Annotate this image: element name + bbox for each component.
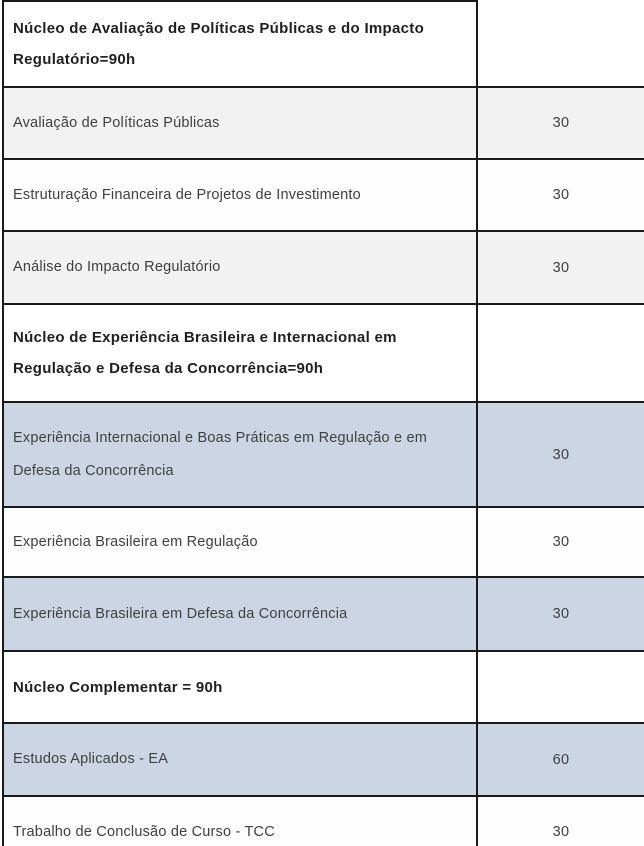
course-name-cell: [4, 797, 478, 846]
section-title: Núcleo Complementar = 90h: [13, 678, 223, 696]
course-row: [4, 724, 644, 797]
hours-cell: [478, 160, 644, 230]
section-row: [4, 652, 644, 724]
section-row: [4, 0, 644, 88]
course-name: Trabalho de Conclusão de Curso - TCC: [13, 823, 275, 840]
hours-value: 30: [552, 115, 570, 131]
course-name-cell: [4, 403, 478, 506]
course-name: Análise do Impacto Regulatório: [13, 259, 221, 275]
curriculum-table: [2, 0, 644, 846]
hours-cell: [478, 88, 644, 158]
course-row: [4, 578, 644, 652]
hours-value: 30: [552, 446, 570, 463]
hours-value: 30: [552, 606, 570, 622]
hours-value: 30: [552, 259, 570, 276]
course-name-cell: [4, 0, 478, 86]
hours-value: 30: [552, 824, 570, 840]
course-name-cell: [4, 305, 478, 401]
course-row: [4, 232, 644, 305]
course-name-cell: [4, 232, 478, 303]
course-name: Experiência Brasileira em Regulação: [13, 533, 258, 550]
hours-cell: [478, 0, 644, 86]
course-name: Avaliação de Políticas Públicas: [13, 114, 220, 131]
hours-cell: [478, 403, 644, 506]
section-row: [4, 305, 644, 403]
course-name: Experiência Internacional e Boas Práticas em Regulação e em Defesa da Concorrência: [13, 429, 427, 479]
hours-cell: [478, 508, 644, 576]
course-row: [4, 88, 644, 160]
hours-cell: [478, 797, 644, 846]
course-name: Estudos Aplicados - EA: [13, 751, 169, 767]
hours-value: 60: [552, 751, 570, 768]
hours-cell: [478, 652, 644, 722]
course-name-cell: [4, 578, 478, 650]
course-row: [4, 403, 644, 508]
course-name-cell: [4, 724, 478, 795]
course-row: [4, 160, 644, 232]
section-title: Núcleo de Avaliação de Políticas Públicas e do Impacto Regulatório=90h: [13, 20, 425, 68]
course-name-cell: [4, 88, 478, 158]
hours-cell: [478, 724, 644, 795]
course-name-cell: [4, 652, 478, 722]
course-row: [4, 508, 644, 578]
course-row: [4, 797, 644, 846]
section-title: Núcleo de Experiência Brasileira e Internacional em Regulação e Defesa da Concorrência=90h: [13, 329, 397, 377]
hours-cell: [478, 305, 644, 401]
course-name-cell: [4, 508, 478, 576]
hours-value: 30: [552, 534, 570, 550]
course-name-cell: [4, 160, 478, 230]
course-name: Estruturação Financeira de Projetos de Investimento: [13, 186, 361, 203]
hours-cell: [478, 232, 644, 303]
hours-cell: [478, 578, 644, 650]
hours-value: 30: [552, 187, 570, 203]
course-name: Experiência Brasileira em Defesa da Concorrência: [13, 605, 348, 622]
